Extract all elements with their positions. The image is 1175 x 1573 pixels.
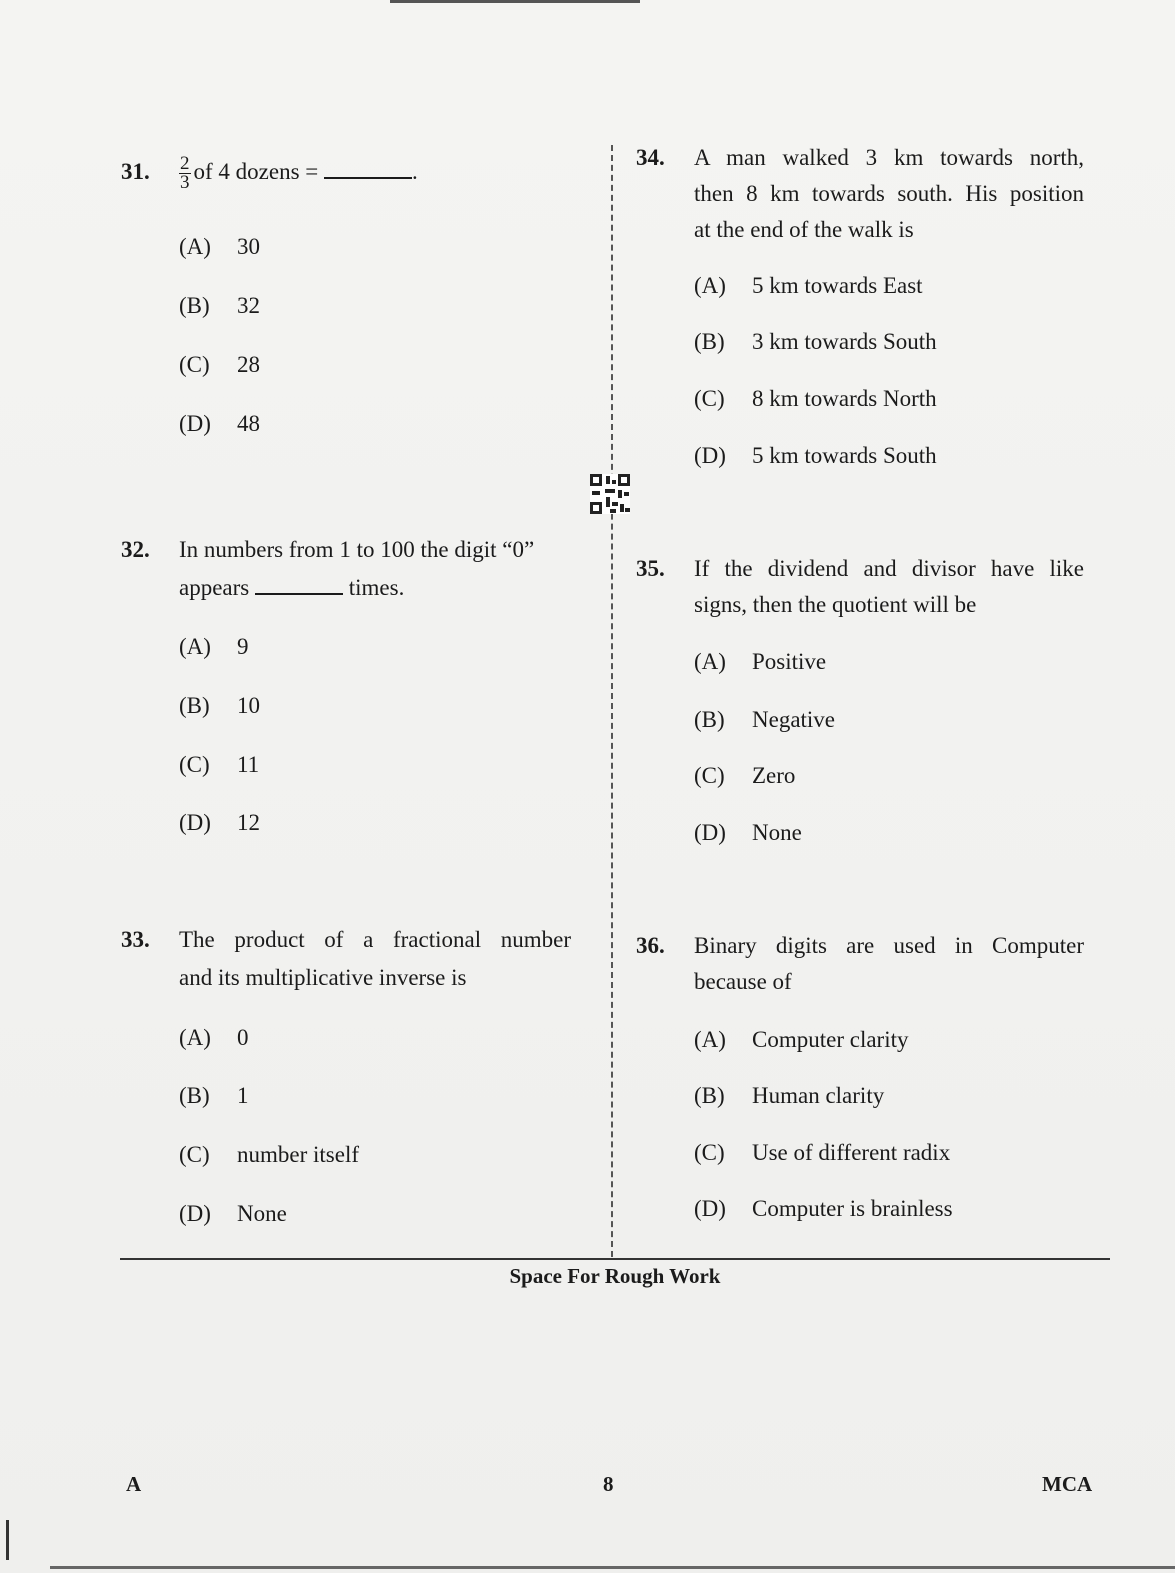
option-text: 5 km towards South	[752, 443, 937, 468]
option-label: (C)	[694, 1140, 725, 1165]
option-text: 32	[237, 293, 260, 318]
option-text: None	[237, 1201, 287, 1226]
stem-line-2: signs, then the quotient will be	[694, 592, 977, 617]
footer-exam-name: MCA	[1042, 1472, 1093, 1496]
bottom-edge-line	[50, 1566, 1175, 1569]
option-d	[179, 406, 260, 442]
answer-blank	[255, 589, 343, 595]
option-text: Negative	[752, 707, 836, 732]
option-a	[179, 1020, 249, 1056]
question-stem	[694, 551, 1084, 623]
option-label: (D)	[694, 443, 726, 468]
question-31	[121, 154, 591, 454]
option-text: 8 km towards North	[752, 386, 937, 411]
option-a	[694, 1022, 909, 1058]
option-label: (B)	[694, 329, 725, 354]
option-c	[694, 758, 795, 794]
stem-line-1: The product of a fractional number	[179, 927, 571, 952]
option-c	[179, 347, 260, 383]
option-label: (C)	[694, 763, 725, 788]
question-number: 32.	[121, 537, 150, 562]
option-a	[694, 268, 923, 304]
option-text: Use of different radix	[752, 1140, 951, 1165]
option-label: (B)	[694, 1083, 725, 1108]
question-number: 34.	[636, 145, 665, 170]
question-stem	[179, 532, 589, 606]
option-text: number itself	[237, 1142, 359, 1167]
stem-text: appears	[179, 575, 250, 600]
footer-series-code: A	[126, 1472, 142, 1496]
stem-line-1: Binary digits are used in Computer	[694, 933, 1084, 958]
question-number: 35.	[636, 556, 665, 581]
stem-line-2	[179, 570, 589, 606]
option-label: (C)	[179, 752, 210, 777]
option-text: 1	[237, 1083, 249, 1108]
stem-line-3: at the end of the walk is	[694, 217, 914, 242]
option-label: (A)	[179, 234, 211, 259]
question-stem	[179, 154, 418, 192]
fraction-denominator: 3	[180, 172, 190, 194]
option-label: (D)	[694, 820, 726, 845]
question-35	[636, 551, 1096, 871]
footer-page-number: 8	[603, 1472, 614, 1496]
option-text: None	[752, 820, 802, 845]
question-32	[121, 532, 591, 852]
option-label: (A)	[694, 273, 726, 298]
option-b	[694, 324, 937, 360]
option-label: (A)	[694, 649, 726, 674]
question-36	[636, 928, 1096, 1248]
option-label: (B)	[179, 1083, 210, 1108]
option-text: Human clarity	[752, 1083, 885, 1108]
option-c	[694, 381, 937, 417]
option-text: 12	[237, 810, 260, 835]
option-text: 10	[237, 693, 260, 718]
rough-work-rule	[120, 1258, 1110, 1260]
stem-end: .	[412, 159, 418, 184]
option-d	[694, 1191, 953, 1227]
question-stem	[694, 928, 1084, 1000]
answer-blank	[324, 173, 412, 179]
option-label: (D)	[694, 1196, 726, 1221]
stem-line-2: then 8 km towards south. His position	[694, 181, 1084, 206]
option-label: (D)	[179, 810, 211, 835]
column-divider	[611, 145, 613, 1257]
option-text: 30	[237, 234, 260, 259]
option-a	[694, 644, 826, 680]
option-label: (D)	[179, 411, 211, 436]
option-c	[694, 1135, 950, 1171]
option-label: (C)	[179, 352, 210, 377]
question-34	[636, 140, 1096, 480]
option-c	[179, 747, 259, 783]
option-d	[179, 1196, 287, 1232]
option-d	[694, 438, 937, 474]
stem-line-1: In numbers from 1 to 100 the digit “0”	[179, 537, 535, 562]
question-stem	[179, 922, 571, 996]
question-number: 31.	[121, 159, 150, 184]
option-text: 48	[237, 411, 260, 436]
option-text: 11	[237, 752, 260, 777]
option-b	[179, 1078, 249, 1114]
option-text: 5 km towards East	[752, 273, 923, 298]
qr-code-icon	[590, 474, 630, 514]
option-label: (A)	[179, 1025, 211, 1050]
option-label: (B)	[694, 707, 725, 732]
question-number: 33.	[121, 927, 150, 952]
rough-work-heading: Space For Rough Work	[509, 1264, 721, 1288]
option-label: (A)	[179, 634, 211, 659]
option-text: Computer clarity	[752, 1027, 909, 1052]
question-stem	[694, 140, 1084, 248]
option-label: (D)	[179, 1201, 211, 1226]
option-text: 0	[237, 1025, 249, 1050]
option-label: (C)	[694, 386, 725, 411]
option-text: 9	[237, 634, 249, 659]
option-label: (A)	[694, 1027, 726, 1052]
stem-line-2: and its multiplicative inverse is	[179, 965, 467, 990]
option-b	[694, 1078, 884, 1114]
scan-edge-mark	[6, 1520, 9, 1560]
option-text: Zero	[752, 763, 796, 788]
option-text: 3 km towards South	[752, 329, 937, 354]
stem-text: of 4 dozens =	[193, 159, 319, 184]
fraction-numerator: 2	[180, 153, 190, 175]
option-a	[179, 629, 249, 665]
option-d	[179, 805, 260, 841]
option-a	[179, 229, 260, 265]
option-label: (B)	[179, 693, 210, 718]
stem-line-2: because of	[694, 969, 792, 994]
option-b	[179, 288, 260, 324]
option-text: 28	[237, 352, 260, 377]
option-b	[179, 688, 260, 724]
option-b	[694, 702, 835, 738]
option-c	[179, 1137, 359, 1173]
option-d	[694, 815, 802, 851]
question-33	[121, 922, 591, 1242]
stem-line-1: If the dividend and divisor have like	[694, 556, 1084, 581]
top-rule	[390, 0, 640, 3]
stem-line-1: A man walked 3 km towards north,	[694, 145, 1084, 170]
stem-text: times.	[348, 575, 405, 600]
option-label: (C)	[179, 1142, 210, 1167]
fraction	[179, 155, 191, 192]
option-text: Positive	[752, 649, 827, 674]
question-number: 36.	[636, 933, 665, 958]
option-text: Computer is brainless	[752, 1196, 953, 1221]
option-label: (B)	[179, 293, 210, 318]
